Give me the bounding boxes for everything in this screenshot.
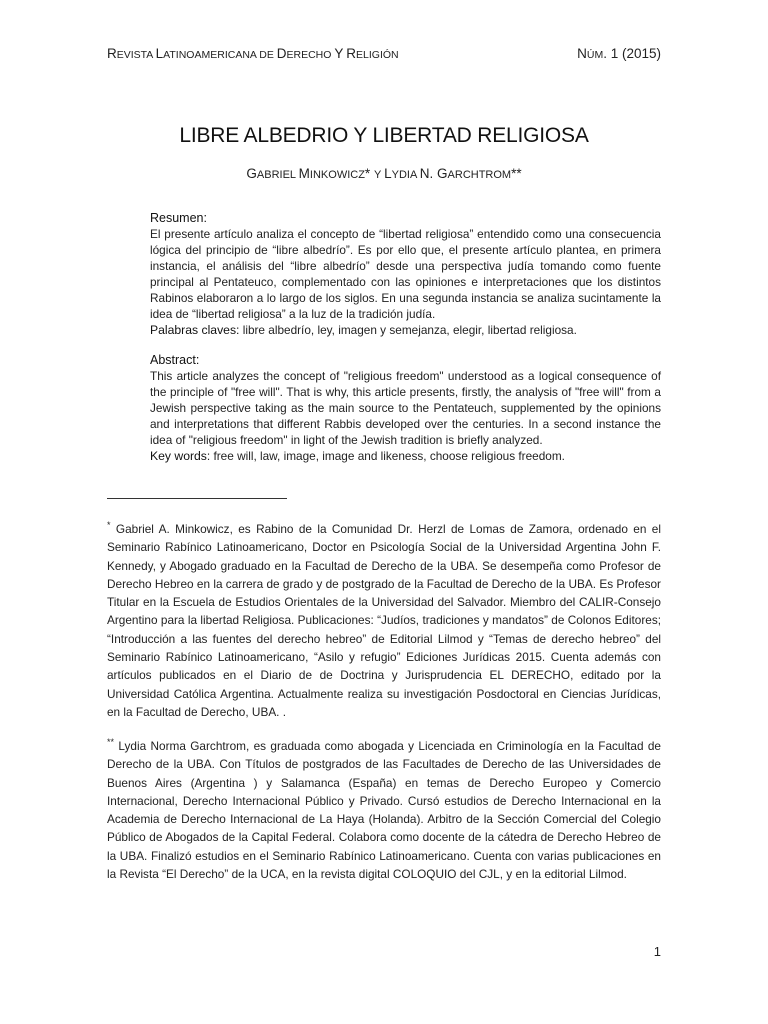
resumen-heading: Resumen: [150, 211, 207, 225]
abstract-section [150, 352, 661, 464]
issue-number: NÚM. 1 (2015) [577, 46, 661, 61]
page-number: 1 [653, 944, 661, 959]
journal-name: REVISTA LATINOAMERICANA DE DERECHO Y RELIGIÓN [107, 46, 399, 61]
footnote-text [107, 737, 661, 883]
article-title: LIBRE ALBEDRIO Y LIBERTAD RELIGIOSA [179, 124, 589, 147]
keywords-label: Key words [150, 449, 207, 463]
footnote-text [107, 520, 661, 721]
footnote [107, 520, 661, 721]
abstract-keywords [150, 448, 661, 464]
keywords-label: Palabras claves: [150, 323, 240, 337]
footnote [107, 737, 661, 883]
abstract-heading: Abstract: [150, 353, 200, 367]
footnote-body: Lydia Norma Garchtrom, es graduada como abogada y Licenciada en Criminología en la Facultad de Derecho de la UBA. Con Títulos de postgrados de las Facultades de Derecho de las Universidades de Buenos Aires (Argentina ) y Salamanca (España) en temas de Derecho Europeo y Comercio Internacional, Derecho Internacional Público y Privado. Cursó estudios de Derecho Internacional en la Academia de Derecho Internacional de La Haya (Holanda). Arbitro de la Sección Comercial del Colegio Público de Abogados de la Capital Federal. Colabora como docente de la cátedra de Derecho Hebreo de la UBA. Finalizó estudios en el Seminario Rabínico Latinoamericano. Cuenta con varias publicaciones en la Revista “El Derecho” de la UCA, en la revista digital COLOQUIO del CJL, y en la editorial Lilmod. [107, 739, 661, 882]
keywords-list: : free will, law, image, image and likeness, choose religious freedom. [206, 449, 565, 463]
running-header [107, 46, 661, 61]
resumen-keywords [150, 322, 661, 338]
footnote-body: Gabriel A. Minkowicz, es Rabino de la Comunidad Dr. Herzl de Lomas de Zamora, ordenado en el Seminario Rabínico Latinoamericano, Doctor en Psicología Social de la Universidad Argentina John F. Kennedy, y Abogado graduado en la Facultad de Derecho de la UBA. Se desempeña como Profesor de Derecho Hebreo en la carrera de grado y de postgrado de la Facultad de Derecho de la UBA. Es Profesor Titular en la Escuela de Estudios Orientales de la Universidad del Salvador. Miembro del CALIR-Consejo Argentino para la libertad Religiosa. Publicaciones: “Judíos, tradiciones y mandatos” de Colonos Editores; “Introducción a las fuentes del derecho hebreo” de Editorial Lilmod y “Temas de derecho hebreo” del Seminario Rabínico Latinoamericano, “Asilo y refugio” Ediciones Jurídicas 2015. Cuenta además con artículos publicados en el Diario de de Doctrina y Jurisprudencia EL DERECHO, editado por la Universidad Católica Argentina. Actualmente realiza su investigación Posdoctoral en Ciencias Jurídicas, en la Facultad de Derecho, UBA. . [107, 522, 661, 719]
footnote-divider [107, 498, 287, 499]
footnote-mark: ** [107, 737, 115, 748]
author-line: GABRIEL MINKOWICZ* Y LYDIA N. GARCHTROM** [246, 166, 522, 181]
resumen-section [150, 210, 661, 338]
keywords-list: libre albedrío, ley, imagen y semejanza, elegir, libertad religiosa. [239, 323, 577, 337]
footnote-mark: * [107, 520, 111, 531]
abstract-text: This article analyzes the concept of "religious freedom" understood as a logical consequence of the principle of "free will". That is why, this article presents, firstly, the analysis of "free will" from a Jewish perspective taking as the main source to the Pentateuch, supplemented by the opinions and interpretations that different Rabbis developed over the centuries. In a second instance the idea of "religious freedom" in light of the Jewish tradition is briefly analyzed. [150, 369, 661, 447]
resumen-text: El presente artículo analiza el concepto de “libertad religiosa” entendido como una consecuencia lógica del principio de “libre albedrío”. Es por ello que, el presente artículo plantea, en primera instancia, el análisis del “libre albedrío” desde una perspectiva judía tomando como fuente principal al Pentateuco, complementado con las opiniones e interpretaciones que los distintos Rabinos elaboraron a lo largo de los siglos. En una segunda instancia se analiza sucintamente la idea de “libertad religiosa” a la luz de la tradición judía. [150, 227, 661, 321]
